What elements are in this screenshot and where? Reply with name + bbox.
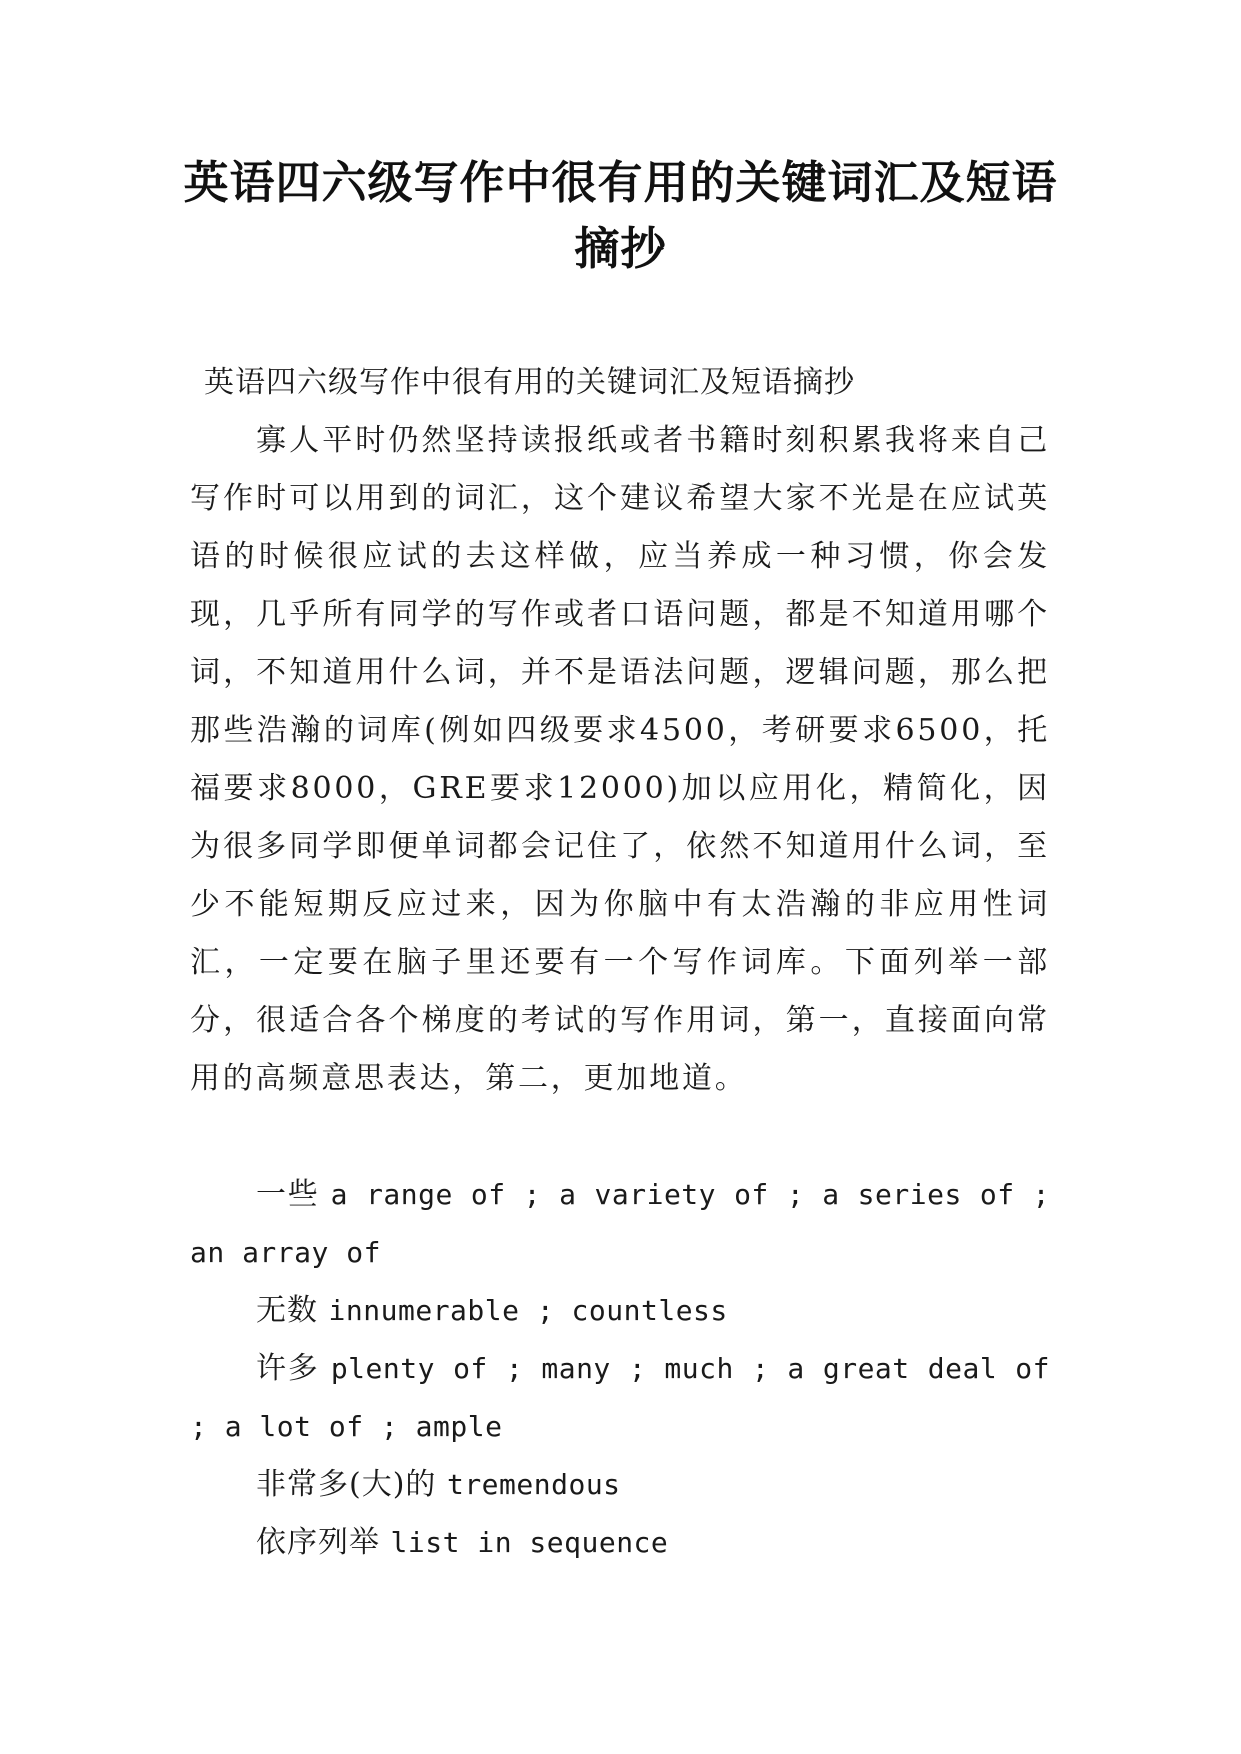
document-subtitle: 英语四六级写作中很有用的关键词汇及短语摘抄 (204, 365, 855, 400)
vocab-chinese: 许多 (256, 1351, 320, 1386)
vocab-entry (190, 1514, 1050, 1572)
vocab-entry (190, 1340, 1050, 1456)
vocab-chinese: 依序列举 (256, 1525, 380, 1560)
vocab-entry (190, 1166, 1050, 1282)
vocab-entry (190, 1456, 1050, 1514)
document-title: 英语四六级写作中很有用的关键词汇及短语摘抄 (183, 156, 1058, 275)
vocab-entry (190, 1282, 1050, 1340)
vocab-chinese: 无数 (256, 1293, 318, 1328)
vocab-english: tremendous (446, 1468, 621, 1501)
vocab-english: list in sequence (390, 1526, 669, 1559)
paragraph-gap (190, 1108, 1050, 1166)
vocab-english: plenty of ; many ; much ; a great deal of ; a lot of ; ample (190, 1352, 1051, 1443)
vocab-english: a range of ; a variety of ; a series of ; an array of (190, 1178, 1051, 1269)
vocab-chinese: 非常多(大)的 (256, 1467, 437, 1502)
vocab-chinese: 一些 (256, 1177, 320, 1212)
intro-paragraph: 寡人平时仍然坚持读报纸或者书籍时刻积累我将来自己写作时可以用到的词汇，这个建议希望大家不光是在应试英语的时候很应试的去这样做，应当养成一种习惯，你会发现，几乎所有同学的写作或者口语问题，都是不知道用哪个词，不知道用什么词，并不是语法问题，逻辑问题，那么把那些浩瀚的词库(例如四级要求4500，考研要求6500，托福要求8000，GRE要求12000)加以应用化，精简化，因为很多同学即便单词都会记住了，依然不知道用什么词，至少不能短期反应过来，因为你脑中有太浩瀚的非应用性词汇，一定要在脑子里还要有一个写作词库。下面列举一部分，很适合各个梯度的考试的写作用词，第一，直接面向常用的高频意思表达，第二，更加地道。 (190, 423, 1050, 1096)
vocab-english: innumerable ; countless (328, 1294, 728, 1327)
document-body (190, 354, 1050, 1572)
